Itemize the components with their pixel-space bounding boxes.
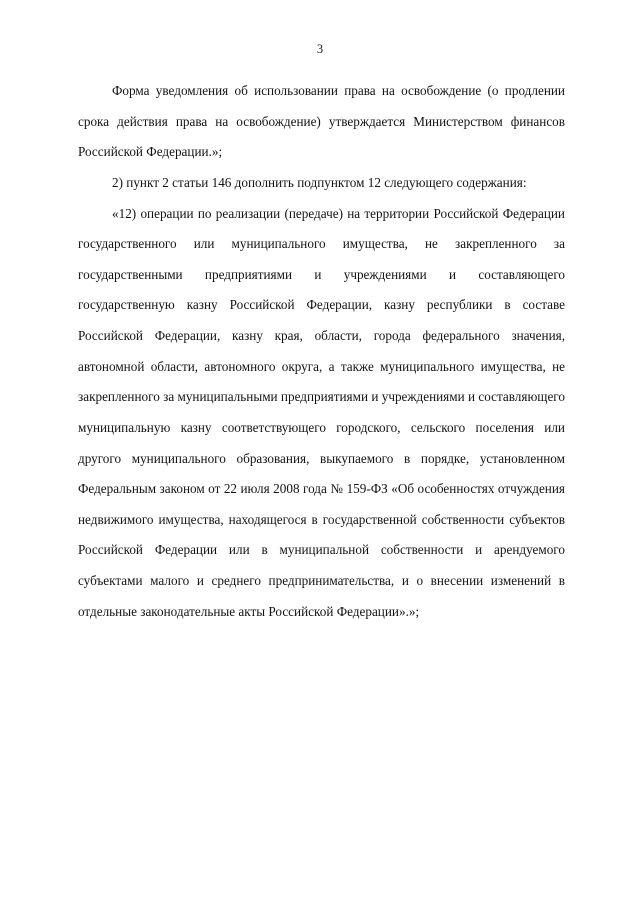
paragraph-2: 2) пункт 2 статьи 146 дополнить подпунктом 12 следующего содержания: [112, 174, 527, 190]
paragraph-1: Форма уведомления об использовании права на освобождение (о продлении срока действия права на освобождение) утверждается Министерством финансов Российской Федерации.»; [78, 83, 565, 160]
document-body [78, 76, 565, 627]
page-number: 3 [316, 42, 324, 56]
paragraph-3: «12) операции по реализации (передаче) на территории Российской Федерации государственного или муниципального имущества, не закрепленного за государственными предприятиями и учреждениями и составляющего государственную казну Российской Федерации, казну республики в составе Российской Федерации, казну края, области, города федерального значения, автономной области, автономного округа, а также муниципального имущества, не закрепленного за муниципальными предприятиями и учреждениями и составляющего муниципальную казну соответствующего городского, сельского поселения или другого муниципального образования, выкупаемого в порядке, установленном Федеральным законом от 22 июля 2008 года № 159-ФЗ «Об особенностях отчуждения недвижимого имущества, находящегося в государственной собственности субъектов Российской Федерации или в муниципальной собственности и арендуемого субъектами малого и среднего предпринимательства, и о внесении изменений в отдельные законодательные акты Российской Федерации».»; [78, 205, 565, 619]
